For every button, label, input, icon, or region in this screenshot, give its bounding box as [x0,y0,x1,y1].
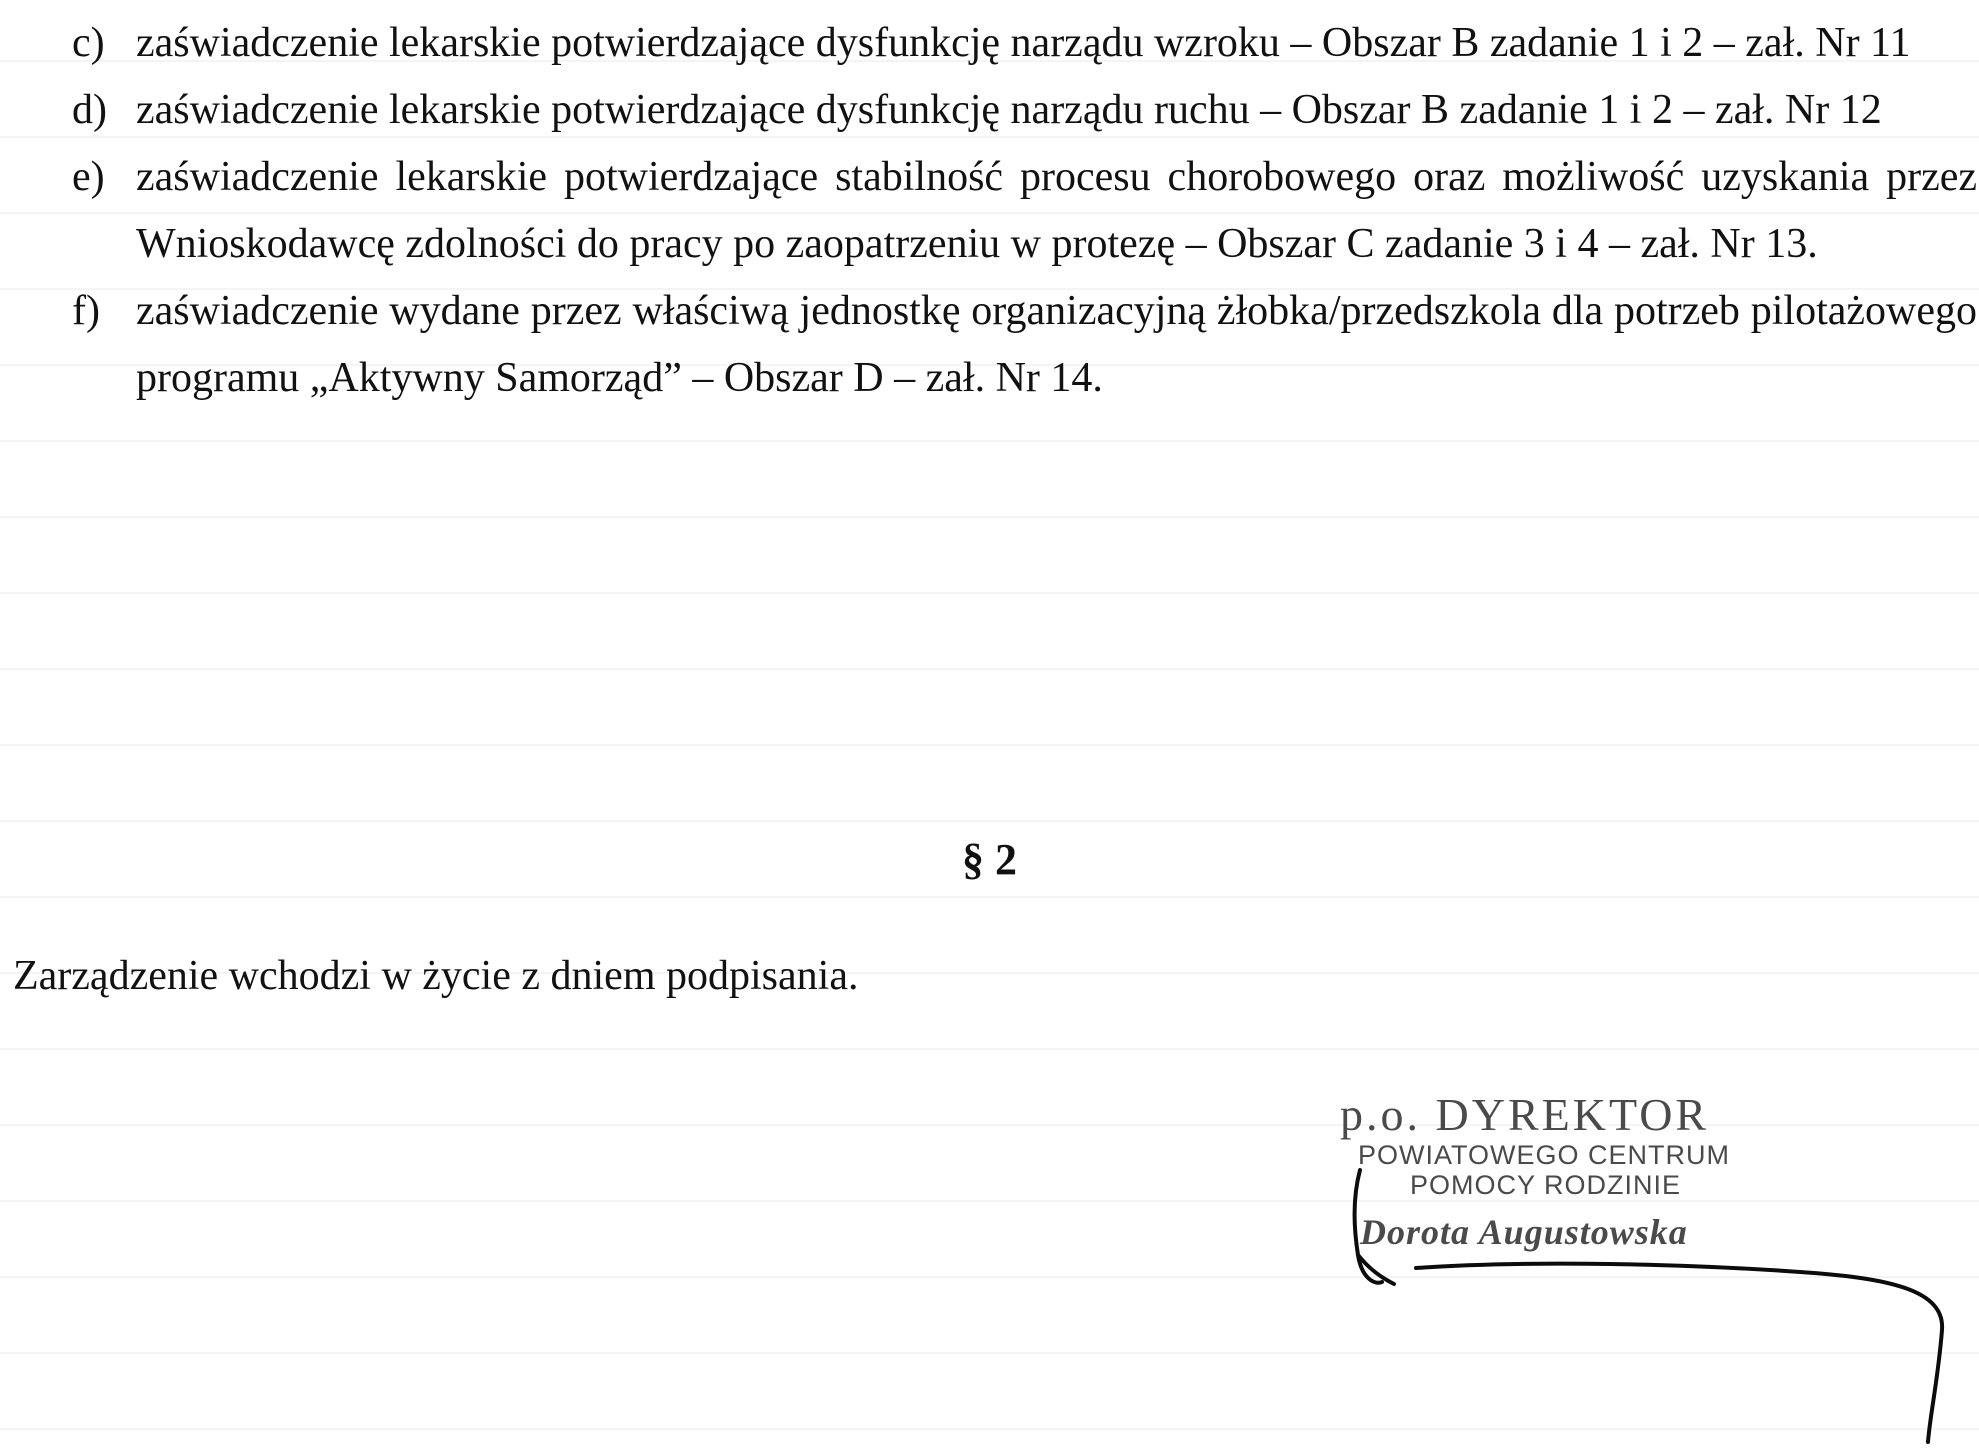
closing-statement: Zarządzenie wchodzi w życie z dniem podpisania. [13,953,859,999]
attachment-list [72,10,1977,412]
stamp-institution-line-2: POMOCY RODZINIE [1410,1170,1682,1200]
director-stamp [1330,1089,1790,1252]
list-item-text: zaświadczenie lekarskie potwierdzające dysfunkcję narządu wzroku – Obszar B zadanie 1 i 2 – zał. Nr 11 [136,20,1911,66]
list-item-marker: d) [72,87,107,133]
list-item-text: zaświadczenie lekarskie potwierdzające dysfunkcję narządu ruchu – Obszar B zadanie 1 i 2 – zał. Nr 12 [136,87,1882,133]
list-item-text: zaświadczenie lekarskie potwierdzające stabilność procesu chorobowego oraz możliwość uzyskania przez Wnioskodawcę zdolności do pracy po zaopatrzeniu w protezę – Obszar C zadanie 3 i 4 – zał. Nr 13. [136,154,1977,267]
list-item [72,278,1977,412]
list-item [72,77,1977,144]
section-heading: § 2 [962,835,1017,884]
list-item [72,10,1977,77]
list-item-marker: e) [72,154,105,200]
list-item-marker: c) [72,20,105,66]
list-item-text: zaświadczenie wydane przez właściwą jednostkę organizacyjną żłobka/przedszkola dla potrzeb pilotażowego programu „Aktywny Samorząd” – Obszar D – zał. Nr 14. [136,288,1977,401]
list-item [72,144,1977,278]
stamp-institution-line-1: POWIATOWEGO CENTRUM [1358,1140,1730,1170]
list-item-marker: f) [72,288,100,334]
stamp-title: p.o. DYREKTOR [1340,1089,1710,1140]
stamp-name: Dorota Augustowska [1360,1212,1688,1252]
